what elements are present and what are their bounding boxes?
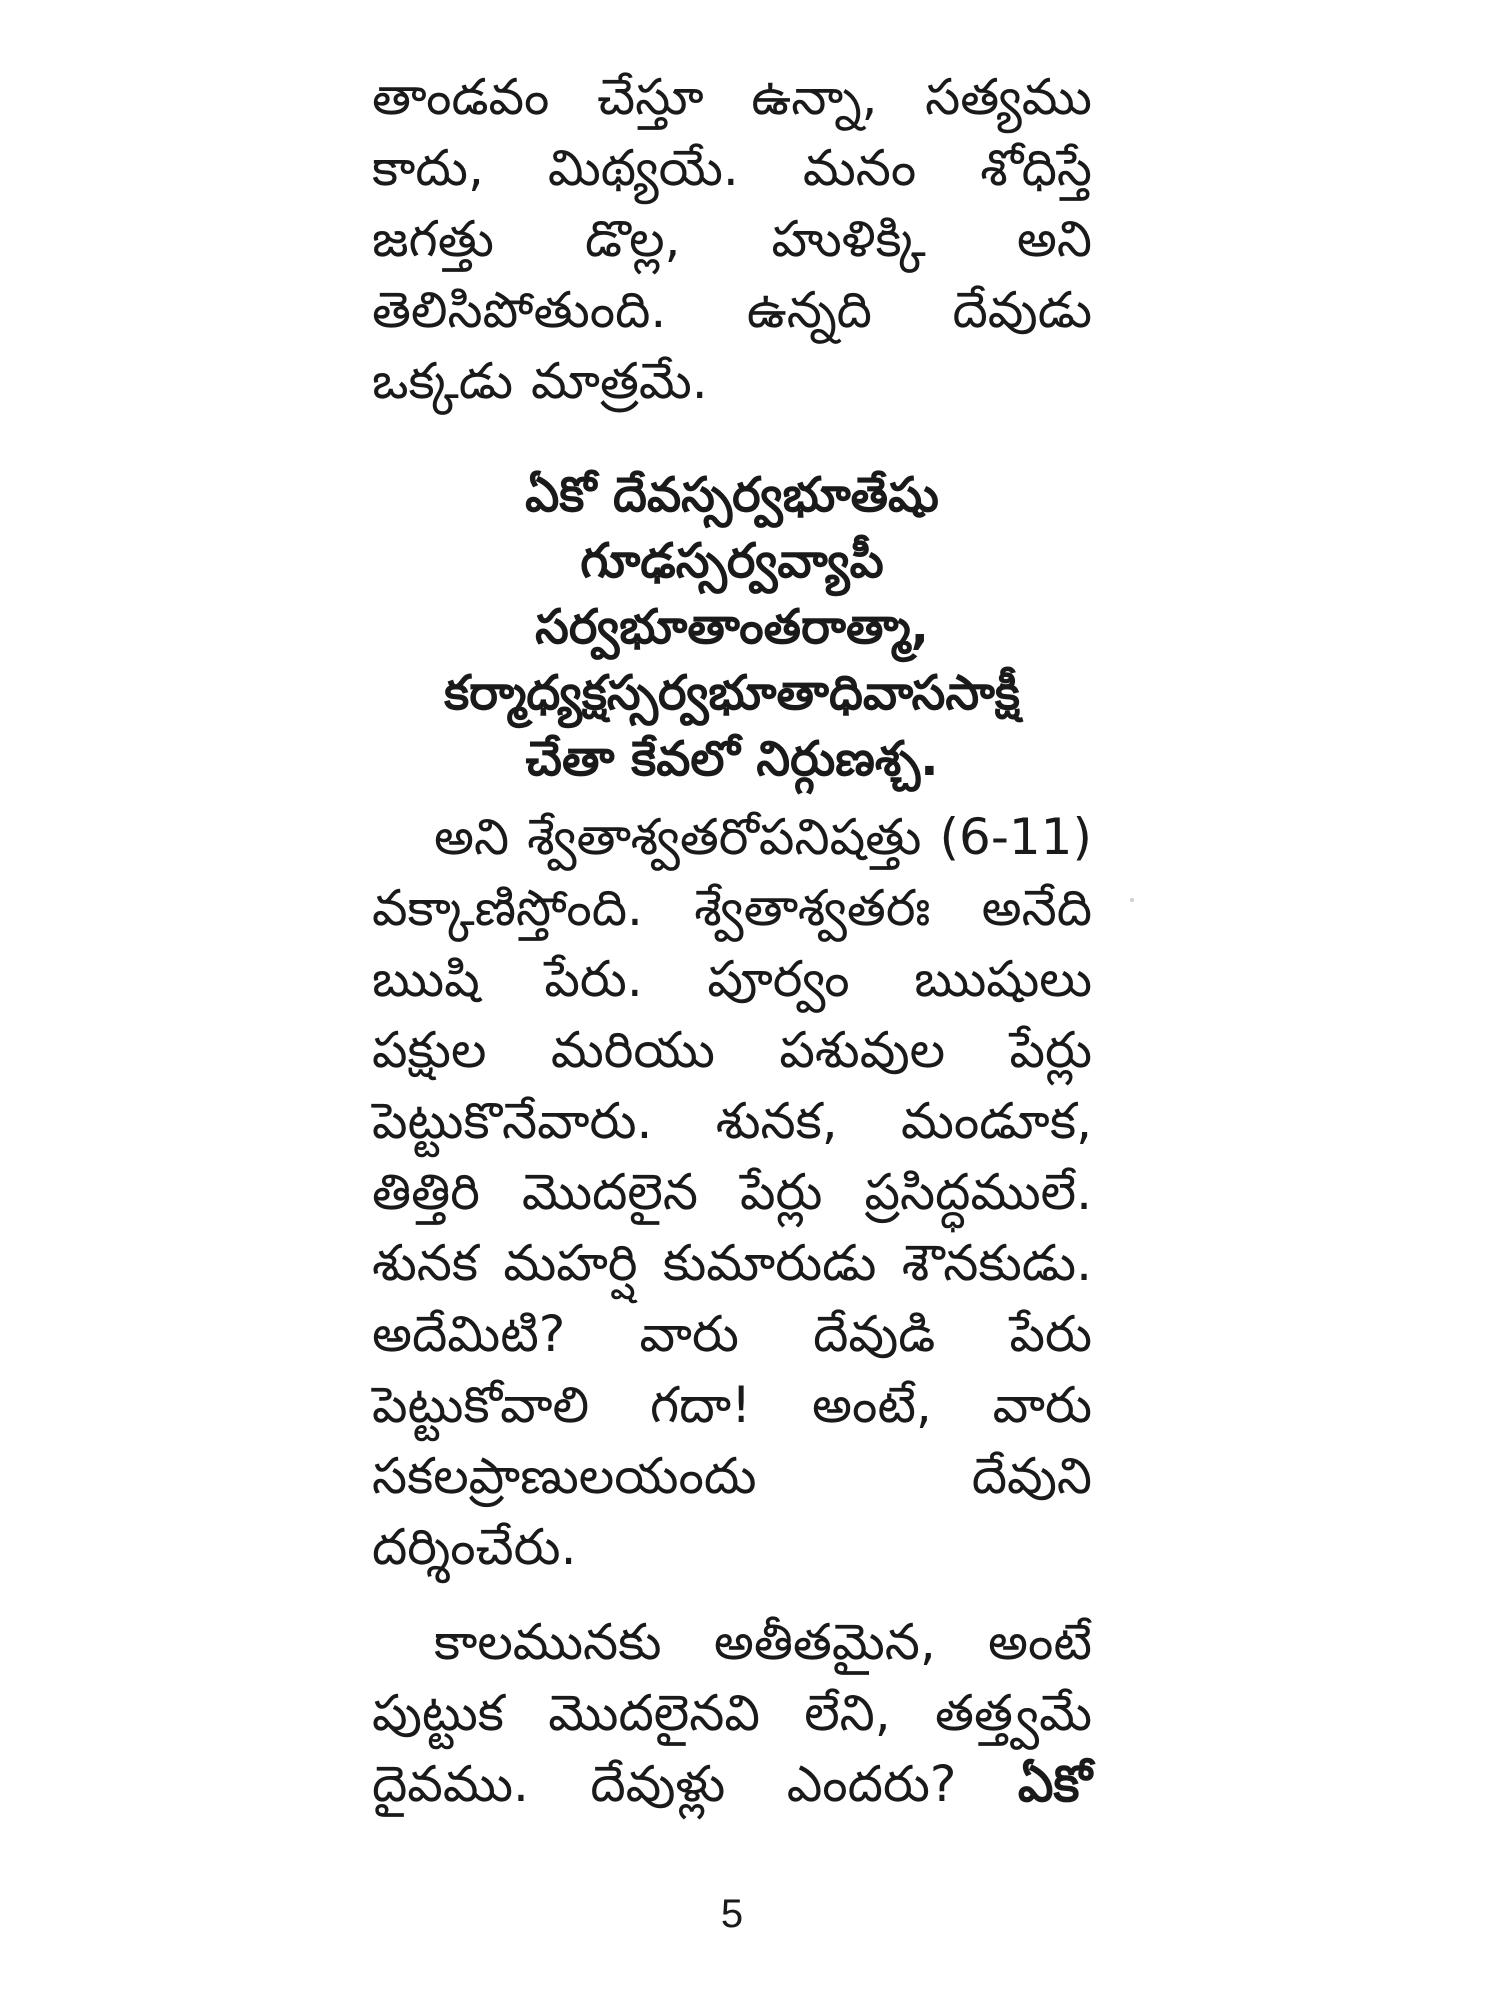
paper-speck bbox=[1130, 898, 1134, 902]
sanskrit-verse bbox=[372, 462, 1092, 792]
verse-line: ఏకో దేవస్సర్వభూతేషు bbox=[525, 467, 939, 523]
text-line: పక్షుల మరియు పశువుల పేర్లు bbox=[372, 1021, 1092, 1079]
text-line: ఒక్కడు మాత్రమే. bbox=[372, 352, 708, 410]
text-line: తాండవం చేస్తూ ఉన్నా, సత్యము bbox=[372, 68, 1092, 126]
text-line: పెట్టుకొనేవారు. శునక, మండూక, bbox=[372, 1092, 1092, 1150]
text-line: అదేమిటి? వారు దేవుడి పేరు bbox=[372, 1305, 1092, 1363]
text-line: పుట్టుక మొదలైనవి లేని, తత్త్వమే bbox=[372, 1684, 1092, 1742]
text-line: కాలమునకు అతీతమైన, అంటే bbox=[434, 1613, 1092, 1671]
text-line: తెలిసిపోతుంది. ఉన్నది దేవుడు bbox=[372, 281, 1092, 339]
text-line: పెట్టుకోవాలి గదా! అంటే, వారు bbox=[372, 1376, 1092, 1434]
text-line: వక్కాణిస్తోంది. శ్వేతాశ్వతరః అనేది bbox=[372, 879, 1092, 937]
paragraph-3 bbox=[372, 1607, 1092, 1820]
verse-line: గూఢస్సర్వవ్యాపీ bbox=[580, 533, 884, 589]
text-line: దర్శించేరు. bbox=[372, 1518, 577, 1576]
text-line: కాదు, మిథ్యయే. మనం శోధిస్తే bbox=[372, 139, 1092, 197]
text-line: సకలప్రాణులయందు దేవుని bbox=[372, 1447, 1092, 1505]
book-page bbox=[372, 62, 1092, 1942]
text-line: జగత్తు డొల్ల, హుళిక్కి అని bbox=[372, 210, 1092, 268]
verse-line: చేతా కేవలో నిర్గుణశ్చ. bbox=[525, 731, 939, 787]
text-line: అని శ్వేతాశ్వతరోపనిషత్తు (6-11) bbox=[434, 808, 1092, 866]
text-line: తిత్తిరి మొదలైన పేర్లు ప్రసిద్ధములే. bbox=[372, 1163, 1092, 1221]
verse-line: కర్మాధ్యక్షస్సర్వభూతాధివాససాక్షీ bbox=[444, 665, 1020, 721]
bold-word: ఏకో bbox=[1017, 1755, 1092, 1813]
page-number: 5 bbox=[720, 1892, 744, 1936]
text-line-part: దైవము. దేవుళ్లు ఎందరు? bbox=[372, 1755, 957, 1813]
paragraph-2 bbox=[372, 802, 1092, 1583]
verse-line: సర్వభూతాంతరాత్మా, bbox=[535, 599, 929, 655]
text-line: శునక మహర్షి కుమారుడు శౌనకుడు. bbox=[372, 1234, 1092, 1292]
text-line: ఋషి పేరు. పూర్వం ఋషులు bbox=[372, 950, 1092, 1008]
paragraph-1 bbox=[372, 62, 1092, 417]
text-line-with-bold bbox=[372, 1749, 1092, 1820]
